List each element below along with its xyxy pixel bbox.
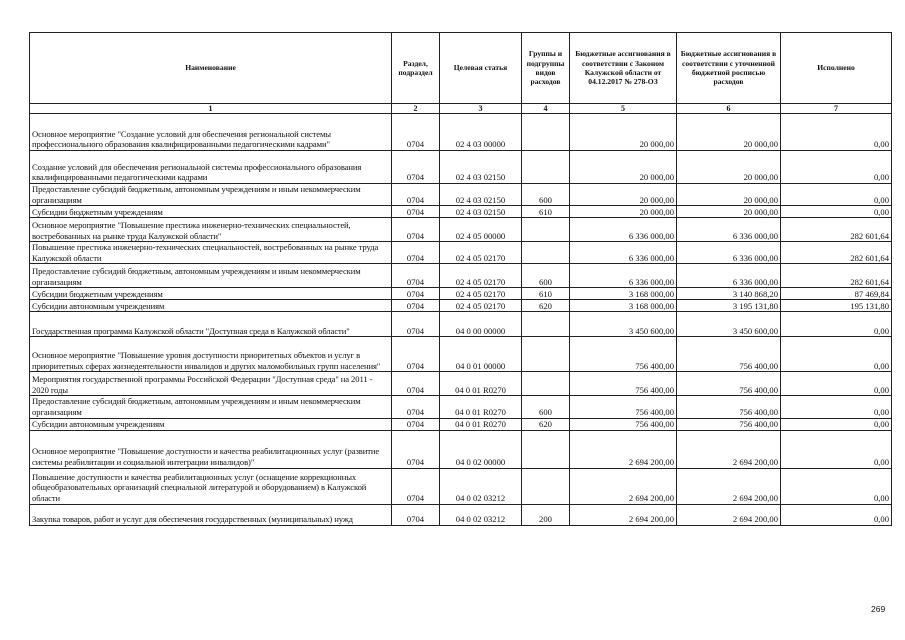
row-executed: 0,00	[781, 312, 892, 337]
row-section: 0704	[392, 372, 440, 396]
row-group: 200	[522, 504, 570, 525]
row-name: Предоставление субсидий бюджетным, автономным учреждениям и иным некоммерческим организациям	[30, 184, 392, 206]
column-number: 4	[522, 104, 570, 114]
row-section: 0704	[392, 264, 440, 288]
row-name: Субсидии бюджетным учреждениям	[30, 206, 392, 218]
row-budget-law: 20 000,00	[570, 151, 677, 184]
table-row	[30, 430, 892, 468]
row-group	[522, 337, 570, 372]
row-section: 0704	[392, 218, 440, 242]
row-target: 02 4 05 02170	[440, 300, 522, 312]
header-name: Наименование	[30, 33, 392, 104]
row-group	[522, 312, 570, 337]
row-name: Основное мероприятие "Создание условий для обеспечения региональной системы профессионального образования квалифицированными педагогическими кадрами"	[30, 114, 392, 151]
row-budget-refined: 20 000,00	[677, 114, 781, 151]
row-budget-law: 756 400,00	[570, 396, 677, 418]
row-executed: 282 601,64	[781, 218, 892, 242]
row-budget-law: 756 400,00	[570, 418, 677, 430]
row-section: 0704	[392, 430, 440, 468]
table-row	[30, 337, 892, 372]
table-row	[30, 504, 892, 525]
row-section: 0704	[392, 312, 440, 337]
row-section: 0704	[392, 242, 440, 264]
table-row	[30, 242, 892, 264]
table-row	[30, 184, 892, 206]
row-executed: 282 601,64	[781, 264, 892, 288]
row-budget-refined: 2 694 200,00	[677, 468, 781, 504]
row-section: 0704	[392, 114, 440, 151]
row-budget-law: 756 400,00	[570, 337, 677, 372]
row-executed: 282 601,64	[781, 242, 892, 264]
row-target: 02 4 05 02170	[440, 242, 522, 264]
row-budget-law: 756 400,00	[570, 372, 677, 396]
header-row	[30, 33, 892, 104]
row-group: 610	[522, 288, 570, 300]
row-group	[522, 151, 570, 184]
row-section: 0704	[392, 151, 440, 184]
row-target: 02 4 05 00000	[440, 218, 522, 242]
row-name: Субсидии автономным учреждениям	[30, 300, 392, 312]
row-name: Создание условий для обеспечения региональной системы профессионального образования квалифицированными педагогическими кадрами	[30, 151, 392, 184]
row-target: 04 0 01 R0270	[440, 418, 522, 430]
row-name: Предоставление субсидий бюджетным, автономным учреждениям и иным некоммерческим организациям	[30, 264, 392, 288]
row-group	[522, 468, 570, 504]
row-budget-refined: 6 336 000,00	[677, 264, 781, 288]
row-executed: 0,00	[781, 337, 892, 372]
row-budget-refined: 20 000,00	[677, 206, 781, 218]
row-budget-law: 3 450 600,00	[570, 312, 677, 337]
row-section: 0704	[392, 300, 440, 312]
row-budget-refined: 756 400,00	[677, 418, 781, 430]
row-section: 0704	[392, 418, 440, 430]
row-name: Предоставление субсидий бюджетным, автономным учреждениям и иным некоммерческим организациям	[30, 396, 392, 418]
row-group	[522, 114, 570, 151]
table-row	[30, 418, 892, 430]
column-number: 2	[392, 104, 440, 114]
table-row	[30, 312, 892, 337]
row-executed: 0,00	[781, 430, 892, 468]
row-target: 02 4 03 02150	[440, 151, 522, 184]
row-budget-law: 3 168 000,00	[570, 288, 677, 300]
row-group: 620	[522, 418, 570, 430]
budget-table-sheet	[29, 32, 891, 526]
row-executed: 195 131,80	[781, 300, 892, 312]
column-number: 6	[677, 104, 781, 114]
column-number: 5	[570, 104, 677, 114]
row-section: 0704	[392, 288, 440, 300]
row-group	[522, 430, 570, 468]
row-executed: 0,00	[781, 151, 892, 184]
row-name: Закупка товаров, работ и услуг для обеспечения государственных (муниципальных) нужд	[30, 504, 392, 525]
table-row	[30, 372, 892, 396]
page-number: 269	[871, 604, 886, 614]
table-row	[30, 206, 892, 218]
row-group: 600	[522, 264, 570, 288]
header-budget-refined: Бюджетные ассигнования в соответствии с уточненной бюджетной росписью расходов	[677, 33, 781, 104]
row-budget-refined: 6 336 000,00	[677, 218, 781, 242]
row-name: Субсидии автономным учреждениям	[30, 418, 392, 430]
table-body	[30, 114, 892, 526]
row-target: 02 4 05 02170	[440, 264, 522, 288]
row-budget-refined: 3 450 600,00	[677, 312, 781, 337]
row-name: Мероприятия государственной программы Российской Федерации "Доступная среда" на 2011 - 2020 годы	[30, 372, 392, 396]
row-executed: 0,00	[781, 468, 892, 504]
row-group: 620	[522, 300, 570, 312]
row-executed: 0,00	[781, 418, 892, 430]
table-row	[30, 288, 892, 300]
row-target: 04 0 02 03212	[440, 504, 522, 525]
row-budget-refined: 20 000,00	[677, 184, 781, 206]
row-target: 02 4 03 00000	[440, 114, 522, 151]
row-executed: 87 469,84	[781, 288, 892, 300]
row-group: 610	[522, 206, 570, 218]
header-budget-law: Бюджетные ассигнования в соответствии с Законом Калужской области от 04.12.2017 № 278-ОЗ	[570, 33, 677, 104]
row-budget-law: 6 336 000,00	[570, 242, 677, 264]
row-section: 0704	[392, 337, 440, 372]
budget-table	[29, 32, 892, 526]
row-executed: 0,00	[781, 114, 892, 151]
row-target: 02 4 03 02150	[440, 206, 522, 218]
row-executed: 0,00	[781, 396, 892, 418]
row-budget-law: 20 000,00	[570, 184, 677, 206]
row-name: Основное мероприятие "Повышение доступности и качества реабилитационных услуг (развитие системы реабилитации и социальной интеграции инвалидов)"	[30, 430, 392, 468]
row-budget-refined: 756 400,00	[677, 337, 781, 372]
table-row	[30, 151, 892, 184]
row-group	[522, 372, 570, 396]
row-executed: 0,00	[781, 184, 892, 206]
row-executed: 0,00	[781, 504, 892, 525]
row-executed: 0,00	[781, 372, 892, 396]
row-group: 600	[522, 184, 570, 206]
table-row	[30, 468, 892, 504]
row-budget-law: 2 694 200,00	[570, 430, 677, 468]
row-budget-refined: 3 140 868,20	[677, 288, 781, 300]
row-budget-refined: 2 694 200,00	[677, 430, 781, 468]
row-target: 04 0 02 00000	[440, 430, 522, 468]
row-budget-law: 3 168 000,00	[570, 300, 677, 312]
header-executed: Исполнено	[781, 33, 892, 104]
row-budget-law: 20 000,00	[570, 206, 677, 218]
row-budget-refined: 2 694 200,00	[677, 504, 781, 525]
row-target: 02 4 03 02150	[440, 184, 522, 206]
row-target: 04 0 01 00000	[440, 337, 522, 372]
header-section: Раздел, подраздел	[392, 33, 440, 104]
row-budget-refined: 6 336 000,00	[677, 242, 781, 264]
row-budget-refined: 756 400,00	[677, 372, 781, 396]
row-name: Основное мероприятие "Повышение престижа инженерно-технических специальностей, востребованных на рынке труда Калужской области"	[30, 218, 392, 242]
row-group	[522, 242, 570, 264]
row-budget-law: 2 694 200,00	[570, 468, 677, 504]
row-section: 0704	[392, 206, 440, 218]
row-target: 04 0 02 03212	[440, 468, 522, 504]
row-name: Повышение престижа инженерно-технических специальностей, востребованных на рынке труда Калужской области	[30, 242, 392, 264]
row-section: 0704	[392, 184, 440, 206]
row-section: 0704	[392, 468, 440, 504]
column-number: 1	[30, 104, 392, 114]
row-name: Основное мероприятие "Повышение уровня доступности приоритетных объектов и услуг в приоритетных сферах жизнедеятельности инвалидов и других маломобильных групп населения"	[30, 337, 392, 372]
row-name: Государственная программа Калужской области "Доступная среда в Калужской области"	[30, 312, 392, 337]
table-row	[30, 114, 892, 151]
row-name: Субсидии бюджетным учреждениям	[30, 288, 392, 300]
row-group	[522, 218, 570, 242]
table-row	[30, 264, 892, 288]
table-row	[30, 218, 892, 242]
row-target: 04 0 00 00000	[440, 312, 522, 337]
column-number-row	[30, 104, 892, 114]
row-target: 04 0 01 R0270	[440, 372, 522, 396]
row-budget-refined: 756 400,00	[677, 396, 781, 418]
row-budget-law: 6 336 000,00	[570, 264, 677, 288]
row-group: 600	[522, 396, 570, 418]
row-budget-law: 20 000,00	[570, 114, 677, 151]
header-groups: Группы и подгруппы видов расходов	[522, 33, 570, 104]
row-target: 04 0 01 R0270	[440, 396, 522, 418]
row-section: 0704	[392, 396, 440, 418]
column-number: 3	[440, 104, 522, 114]
row-budget-law: 6 336 000,00	[570, 218, 677, 242]
table-row	[30, 396, 892, 418]
row-budget-law: 2 694 200,00	[570, 504, 677, 525]
row-target: 02 4 05 02170	[440, 288, 522, 300]
table-row	[30, 300, 892, 312]
row-section: 0704	[392, 504, 440, 525]
row-name: Повышение доступности и качества реабилитационных услуг (оснащение коррекционных общеобразовательных организаций специальной литературой и оборудованием) в Калужской области	[30, 468, 392, 504]
row-executed: 0,00	[781, 206, 892, 218]
row-budget-refined: 20 000,00	[677, 151, 781, 184]
row-budget-refined: 3 195 131,80	[677, 300, 781, 312]
column-number: 7	[781, 104, 892, 114]
header-target: Целевая статья	[440, 33, 522, 104]
